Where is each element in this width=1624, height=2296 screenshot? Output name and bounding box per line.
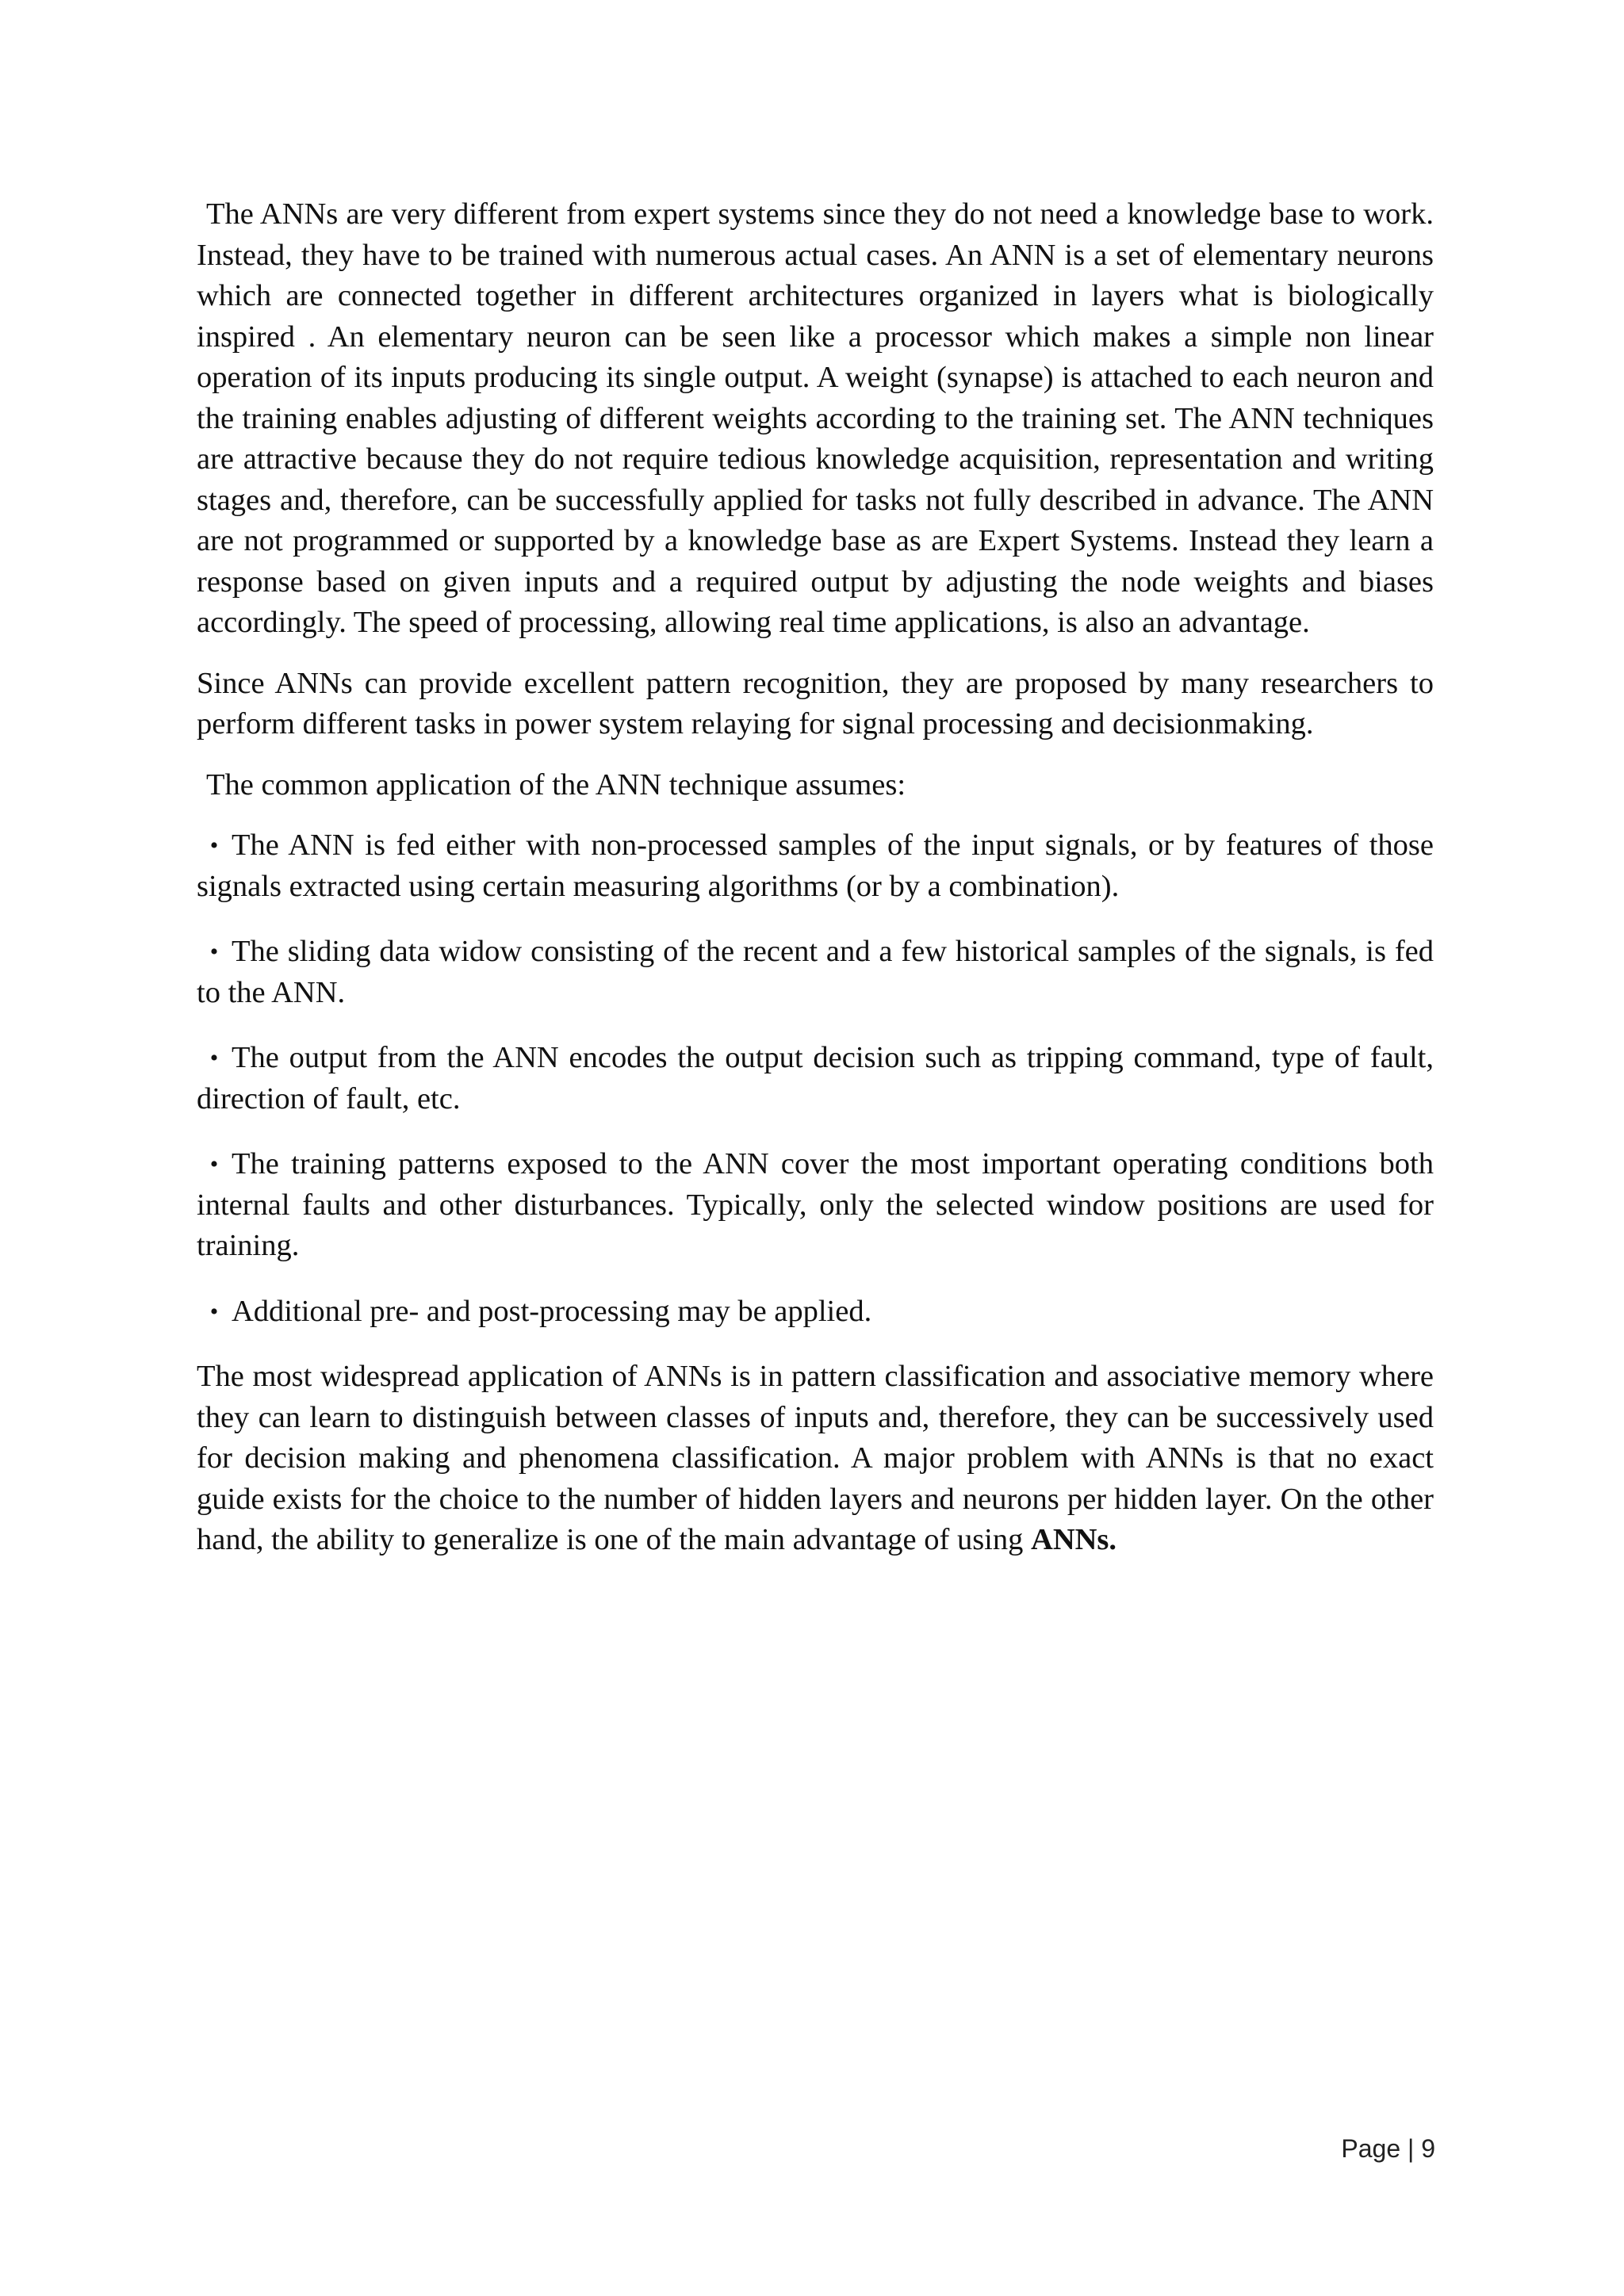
paragraph-widespread-application [197,1357,1434,1561]
paragraph-ann-vs-expert-systems: The ANNs are very different from expert systems since they do not need a knowledge base to work. Instead, they have to be trained with numerous actual cases. An ANN is a set of elementary neurons which are connected together in different architectures organized in layers what is biologically inspired . An elementary neuron can be seen like a processor which makes a simple non linear operation of its inputs producing its single output. A weight (synapse) is attached to each neuron and the training enables adjusting of different weights according to the training set. The ANN techniques are attractive because they do not require tedious knowledge acquisition, representation and writing stages and, therefore, can be successfully applied for tasks not fully described in advance. The ANN are not programmed or supported by a knowledge base as are Expert Systems. Instead they learn a response based on given inputs and a required output by adjusting the node weights and biases accordingly. The speed of processing, allowing real time applications, is also an advantage. [197,197,1434,639]
list-item-text: The output from the ANN encodes the output decision such as tripping command, type of fault, direction of fault, etc. [197,1041,1434,1115]
list-item-text: The sliding data widow consisting of the recent and a few historical samples of the signals, is fed to the ANN. [197,935,1434,1009]
paragraph-common-application: The common application of the ANN technique assumes: [206,767,906,802]
body-text [197,194,1434,1581]
bold-term: ANNs. [1031,1523,1117,1556]
paragraph-text: The most widespread application of ANNs is in pattern classification and associative memory where they can learn to distinguish between classes of inputs and, therefore, they can be successively used for decision making and phenomena classification. A major problem with ANNs is that no exact guide exists for the choice to the number of hidden layers and neurons per hidden layer. On the other hand, the ability to generalize is one of the main advantage of using [197,1360,1434,1556]
list-item-text: The training patterns exposed to the ANN cover the most important operating conditions both internal faults and other disturbances. Typically, only the selected window positions are used for training. [197,1147,1434,1262]
bullet-icon: • [209,832,219,859]
paragraph-pattern-recognition: Since ANNs can provide excellent pattern recognition, they are proposed by many researchers to perform different tasks in power system relaying for signal processing and decisionmaking. [197,666,1434,740]
list-item [197,1144,1434,1267]
list-item-text: Additional pre- and post-processing may be applied. [232,1294,872,1328]
bullet-icon: • [209,1045,219,1071]
bullet-icon: • [209,1151,219,1177]
page-number: Page | 9 [1341,2134,1435,2163]
list-item-text: The ANN is fed either with non-processed samples of the input signals, or by features of those signals extracted using certain measuring algorithms (or by a combination). [197,828,1434,903]
bullet-icon: • [209,1298,219,1325]
list-item [197,1038,1434,1119]
list-item [197,825,1434,907]
list-item [197,1292,1434,1333]
bullet-icon: • [209,939,219,965]
list-item [197,932,1434,1013]
